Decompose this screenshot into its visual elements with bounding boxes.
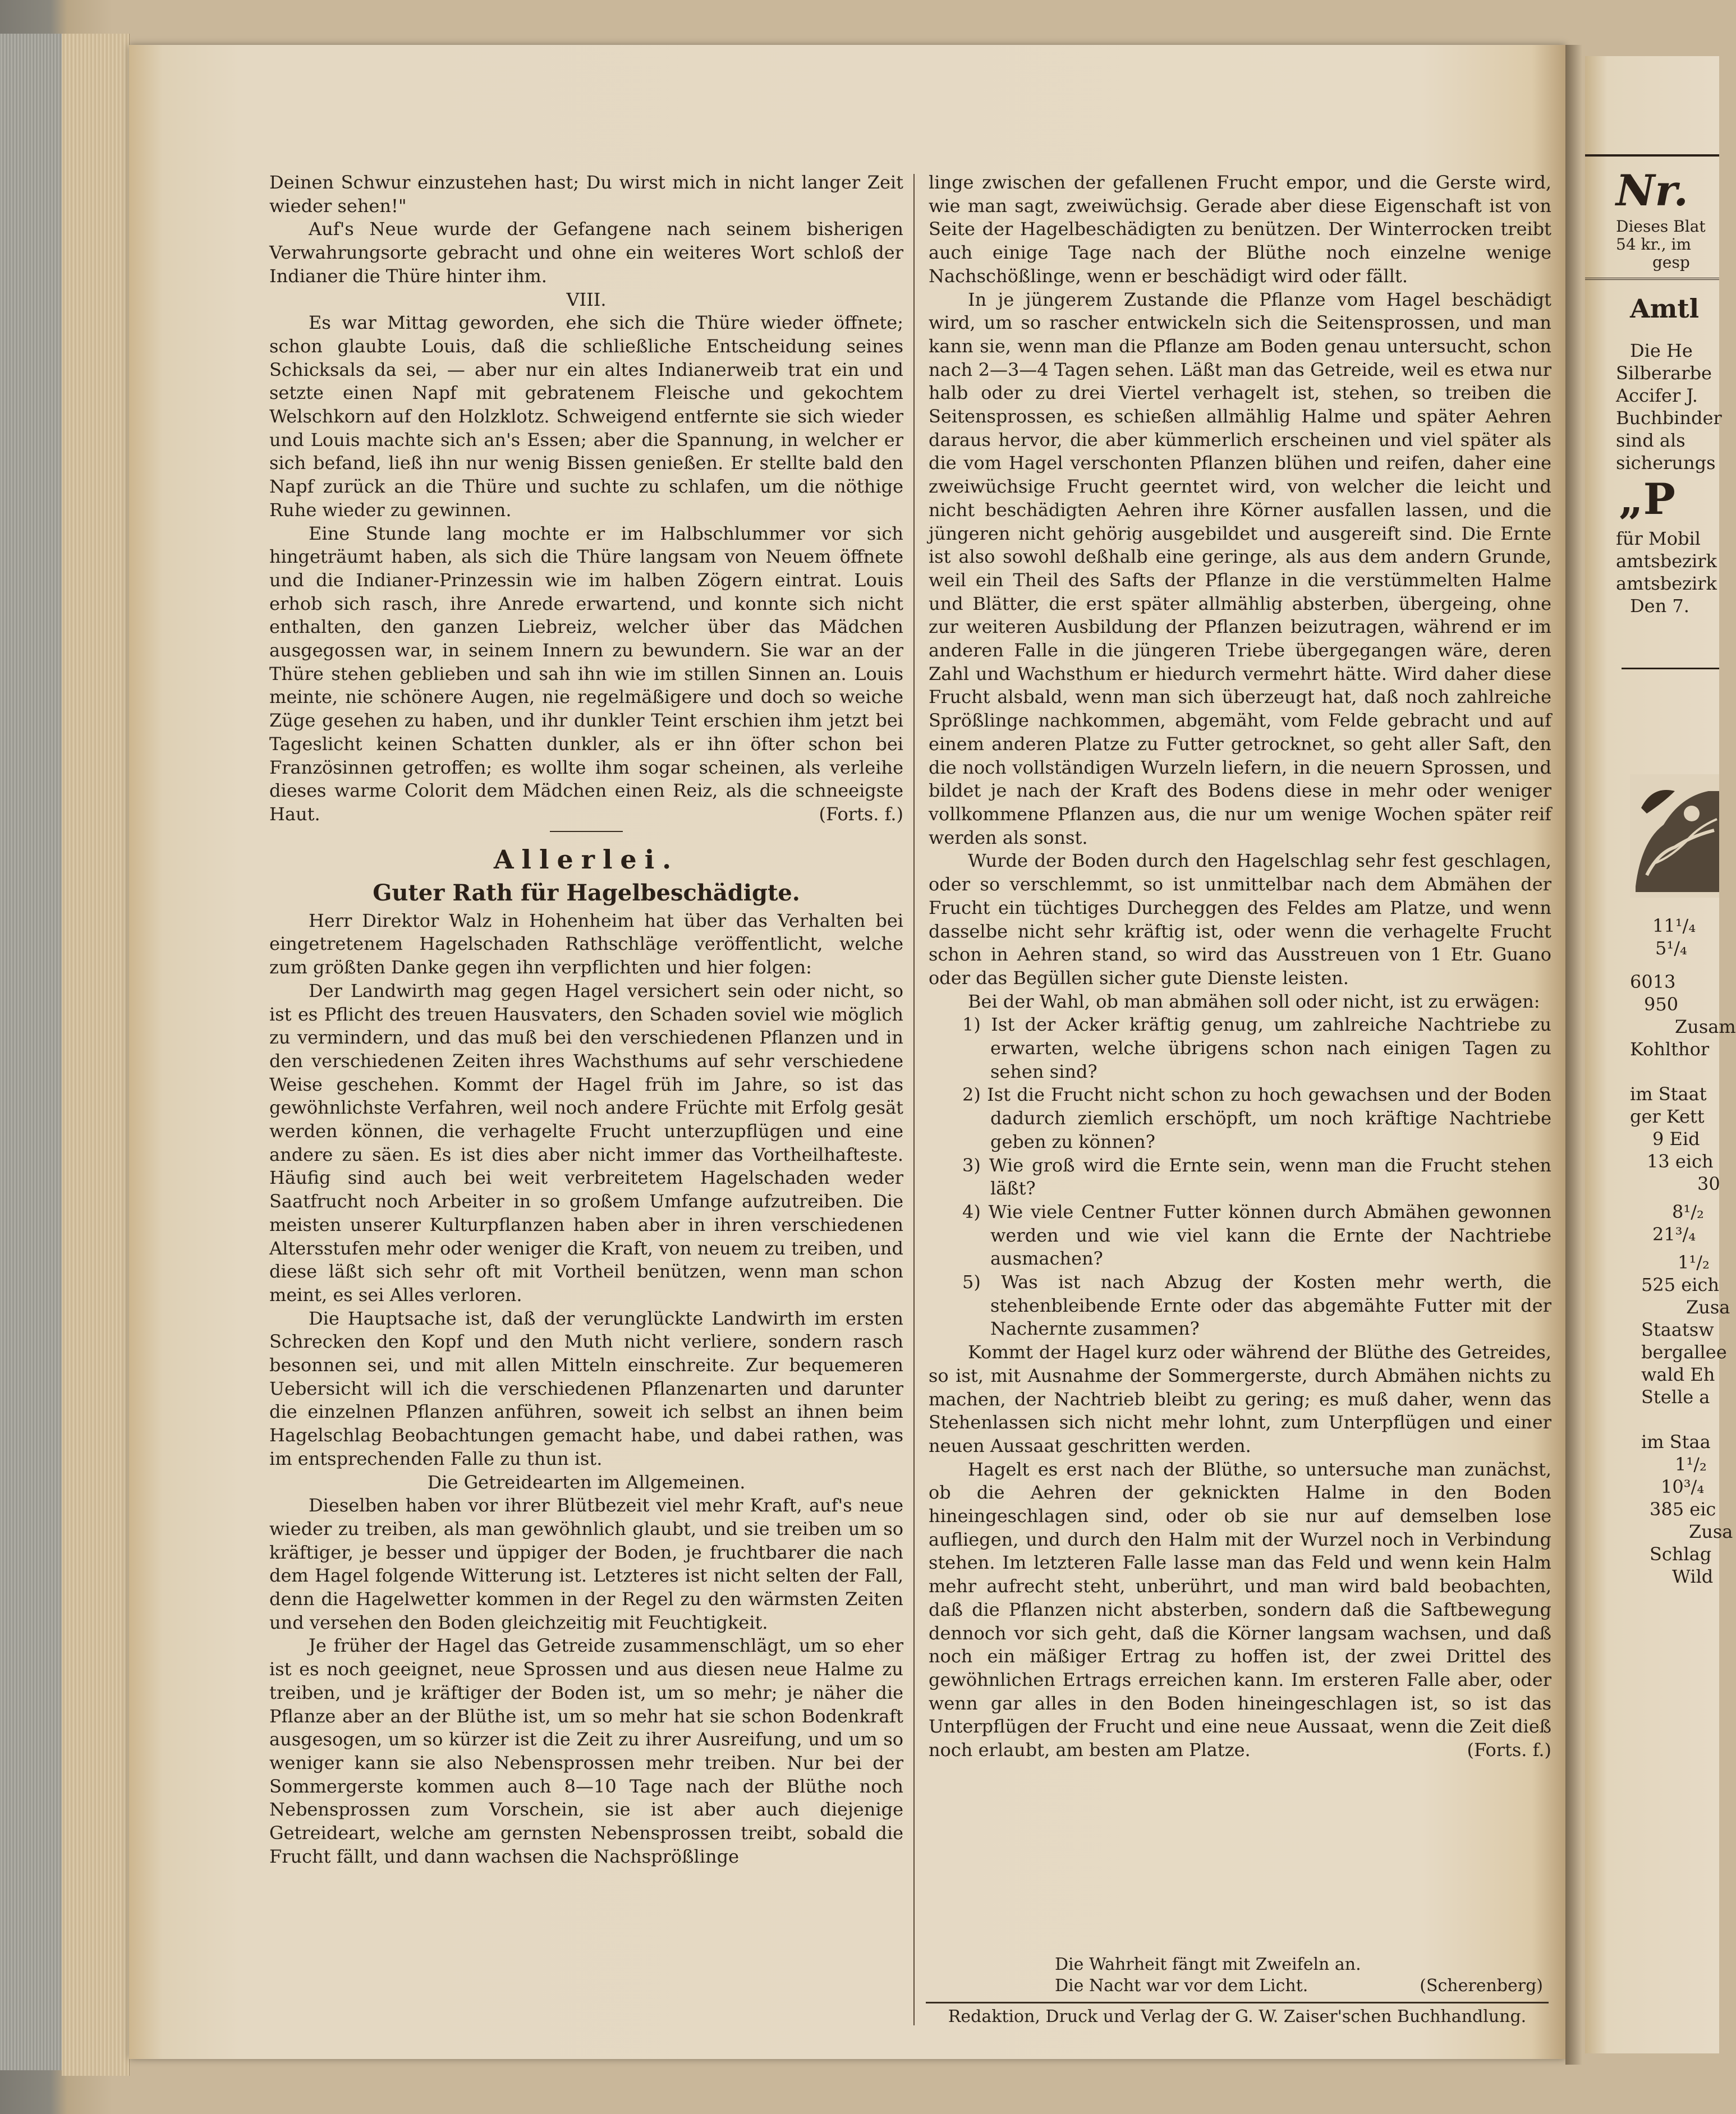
table-value: 21³/₄ <box>1652 1224 1696 1245</box>
paragraph: Dieselben haben vor ihrer Blütbezeit viel mehr Kraft, auf's neue wieder zu treiben, als man gewöhnlich glaubt, und sie treiben um so kräftiger, je besser und üppiger der Boden, je fruchtbarer die nach dem Hagel folgende Witterung ist. Letzteres ist nicht selten der Fall, denn die Hagelwetter kommen in der Regel zu den wärmsten Zeiten und versehen den Boden gleichzeitig mit Feuchtigkeit. <box>269 1495 903 1633</box>
publisher-imprint: Redaktion, Druck und Verlag der G. W. Zaiser'schen Buchhandlung. <box>948 2007 1527 2026</box>
table-value: Wild <box>1672 1566 1714 1587</box>
ad-headline: „P <box>1619 474 1675 524</box>
list-item: 2) Ist die Frucht nicht schon zu hoch gewachsen und der Boden dadurch ziemlich erschöpft, um noch kräftige Nachtriebe geben zu können? <box>962 1084 1551 1152</box>
paragraph: Die Hauptsache ist, daß der verunglückte Landwirth im ersten Schrecken den Kopf und den Muth nicht verliere, sondern rasch besonnen sei, und mit allen Mitteln einschreite. Zur bequemeren Uebersicht will ich die verschiedenen Pflanzenarten und darunter die einzelnen Pflanzen anführen, soweit ich selbst an ihnen beim Hagelschlag Beobachtungen gemacht habe, und dabei rathen, was im entsprechenden Falle zu thun ist. <box>269 1307 903 1469</box>
table-value: Zusam <box>1675 1016 1736 1037</box>
separator-rule <box>550 831 623 832</box>
table-value: im Staa <box>1641 1431 1711 1453</box>
paragraph <box>929 1458 1551 1762</box>
woodcut-illustration <box>1630 774 1719 898</box>
article-title: Guter Rath für Hagelbeschädigte. <box>373 879 800 906</box>
adjacent-page <box>1585 56 1736 2053</box>
paragraph <box>269 522 903 826</box>
table-value: Stelle a <box>1641 1386 1710 1408</box>
book-cover-edge <box>0 34 67 2070</box>
table-value: 11¹/₄ <box>1652 915 1696 936</box>
text-line: Die He <box>1630 340 1693 361</box>
table-value: Staatsw <box>1641 1319 1714 1340</box>
table-value: bergallee <box>1641 1341 1727 1363</box>
text-line: Accifer J. <box>1616 385 1698 406</box>
paragraph: Deinen Schwur einzustehen hast; Du wirst mich in nicht langer Zeit wieder sehen!" <box>269 172 903 217</box>
continuation-note: (Forts. f.) <box>819 803 903 825</box>
decorative-vignette-icon <box>1630 774 1719 898</box>
paragraph: Bei der Wahl, ob man abmähen soll oder nicht, ist zu erwägen: <box>968 990 1540 1012</box>
quote-attribution: (Scherenberg) <box>1420 1976 1543 1996</box>
list-item: 3) Wie groß wird die Ernte sein, wenn man die Frucht stehen läßt? <box>962 1154 1551 1200</box>
section-title: Allerlei. <box>493 844 679 875</box>
text-line: für Mobil <box>1616 528 1701 549</box>
table-value: Zusa <box>1686 1297 1730 1318</box>
quote-line: Die Wahrheit fängt mit Zweifeln an. <box>1055 1955 1361 1974</box>
table-value: im Staat <box>1630 1083 1707 1105</box>
text-line: Den 7. <box>1630 595 1689 617</box>
paragraph: Je früher der Hagel das Getreide zusammenschlägt, um so eher ist es noch geeignet, neue Sprossen und aus diesen neue Halme zu treiben, und je kräftiger der Boden ist, um so mehr; je näher die Pflanze aber an der Blüthe ist, um so mehr hat sie schon Bodenkraft ausgesogen, um so kürzer ist die Zeit zu ihrer Ausreifung, und um so weniger kann sie also Nebensprossen mehr treiben. Nur bei der Sommergerste kommen auch 8—10 Tage nach der Blüthe noch Nebensprossen zum Vorschein, sie ist aber auch diejenige Getreideart, welche am gernsten Nebensprossen treibt, sobald die Frucht fällt, und dann wachsen die Nachsprößlinge <box>269 1635 903 1867</box>
paragraph: Kommt der Hagel kurz oder während der Blüthe des Getreides, so ist, mit Ausnahme der Sommergerste, durch Abmähen nichts zu machen, der Nachtrieb bleibt zu gering; es muß daher, wenn das Stehenlassen sich nicht mehr lohnt, zum Unterpflügen und einer neuen Aussaat geschritten werden. <box>929 1341 1551 1456</box>
text-line: amtsbezirk <box>1616 573 1717 594</box>
text-line: sind als <box>1616 430 1686 451</box>
table-value: 8¹/₂ <box>1672 1201 1704 1223</box>
table-value: 6013 <box>1630 971 1676 992</box>
table-value: 30 <box>1697 1173 1720 1194</box>
text-line: gesp <box>1652 253 1690 272</box>
text-line: Dieses Blat <box>1616 217 1706 236</box>
list-item: 4) Wie viele Centner Futter können durch Abmähen gewonnen werden und wie viel kann die Ernte der Nachtriebe ausmachen? <box>962 1201 1551 1270</box>
table-value: wald Eh <box>1641 1364 1715 1385</box>
text-line: Buchbinder <box>1616 407 1722 429</box>
quote-line: Die Nacht war vor dem Licht. <box>1055 1976 1308 1996</box>
table-value: 13 eich <box>1647 1151 1714 1172</box>
paragraph-text: Eine Stunde lang mochte er im Halbschlummer vor sich hingeträumt haben, als sich die Thüre langsam von Neuem öffnete und die Indianer-Prinzessin wie im halben Zögern eintrat. Louis erhob sich rasch, ihre Anrede erwartend, und konnte sich nicht enthalten, den ganzen Liebreiz, welcher über das Mädchen ausgegossen war, in seinem Innern zu bewundern. Sie war an der Thüre stehen geblieben und sah ihn wie im stillen Sinnen an. Louis meinte, nie schönere Augen, nie regelmäßigere und doch so weiche Züge gesehen zu haben, und ihr dunkler Teint erschien ihm jetzt bei Tageslicht keinen Schatten dunkler, als er ihn öfter schon bei Französinnen getroffen; es wollte ihm sogar scheinen, als verleihe dieses warme Colorit dem Mädchen einen Reiz, als die schneeigste Haut. <box>269 522 903 825</box>
table-value: ger Kett <box>1630 1106 1705 1127</box>
section-heading: Amtl <box>1630 293 1700 324</box>
table-value: 950 <box>1644 994 1679 1015</box>
quote-block <box>1055 1954 1543 1997</box>
list-item: 5) Was ist nach Abzug der Kosten mehr werth, die stehenbleibende Ernte oder das abgemähte Futter mit der Nachernte zusammen? <box>962 1271 1551 1340</box>
masthead-rule <box>1585 154 1719 157</box>
table-value: 525 eich <box>1641 1274 1719 1295</box>
paragraph: linge zwischen der gefallenen Frucht empor, und die Gerste wird, wie man sagt, zweiwüchsig. Gerade aber diese Eigenschaft ist von Seite der Hagelbeschädigten zu benützen. Der Winterrocken treibt auch einige Tage nach der Blüthe noch einzelne wenige Nachschößlinge, wenn er beschädigt wird oder fällt. <box>929 172 1551 287</box>
table-value: 1¹/₂ <box>1675 1454 1707 1475</box>
paragraph-text: Hagelt es erst nach der Blüthe, so untersuche man zunächst, ob die Aehren der geknickten Halme in den Boden hineingeschlagen sind, oder ob sie nur auf demselben lose aufliegen, und durch den Halm mit der Wurzel noch in Verbindung stehen. Im letzteren Falle lasse man das Feld und wenn kein Halm mehr aufrecht steht, unberührt, und man wird bald beobachten, daß die Pflanzen nicht absterben, sondern daß die Saftbewegung dennoch vor sich geht, daß die Körner langsam wachsen, und daß noch ein mäßiger Ertrag zu hoffen ist, der zwei Drittel des gewöhnlichen Ertrags erreichen kann. Im ersteren Falle aber, oder wenn gar alles in den Boden hineingeschlagen ist, so ist das Unterpflügen der Frucht und eine neue Aussaat, wenn die Zeit dieß noch erlaubt, am besten am Platze. <box>929 1458 1551 1761</box>
left-column <box>269 171 903 1869</box>
column-divider <box>913 174 915 2025</box>
continuation-note: (Forts. f.) <box>1467 1739 1551 1761</box>
quote-line-wrap <box>1055 1975 1543 1997</box>
table-value: Schlag <box>1650 1543 1712 1565</box>
footer-rule <box>926 2002 1549 2003</box>
list-item: 1) Ist der Acker kräftig genug, um zahlreiche Nachtriebe zu erwarten, welche übrigens schon nach einigen Tagen zu sehen sind? <box>962 1014 1551 1082</box>
table-value: Zusa <box>1689 1521 1733 1542</box>
table-value: 10³/₄ <box>1661 1476 1705 1497</box>
chapter-number: VIII. <box>566 288 607 310</box>
paragraph: Der Landwirth mag gegen Hagel versichert sein oder nicht, so ist es Pflicht des treuen Hausvaters, den Schaden soviel wie möglich zu vermindern, und das muß bei den verschiedenen Pflanzen und in den verschiedenen Zeiten ihres Wachsthums auf sehr verschiedene Weise geschehen. Kommt der Hagel früh im Jahre, so ist das gewöhnlichste Verfahren, weil noch andere Früchte mit Erfolg gesät werden können, die verhagelte Frucht unterzupflügen und eine andere zu säen. Es ist dies aber nicht immer das Vortheilhafteste. Häufig sind auch bei weit verbreitetem Hagelschaden weder Saatfrucht noch Arbeiter in so großem Umfange aufzutreiben. Die meisten unserer Kulturpflanzen haben aber in ihren verschiedenen Altersstufen mehr oder weniger die Kraft, von neuem zu treiben, und diese läßt sich sehr oft mit Vortheil benützen, wenn man schon meint, es sei Alles verloren. <box>269 980 903 1306</box>
table-value: 1¹/₂ <box>1678 1252 1710 1273</box>
subsection-title: Die Getreidearten im Allgemeinen. <box>427 1471 746 1493</box>
table-value: 5¹/₄ <box>1655 937 1687 959</box>
paragraph: Herr Direktor Walz in Hohenheim hat über das Verhalten bei eingetretenem Hagelschaden Rathschläge veröffentlicht, welche zum größten Danke gegen ihn verpflichten und hier folgen: <box>269 909 903 978</box>
text-line: Silberarbe <box>1616 362 1712 384</box>
header-rule <box>1585 278 1719 280</box>
right-column <box>929 171 1551 1762</box>
ad-rule <box>1622 668 1719 669</box>
paragraph: In je jüngerem Zustande die Pflanze vom Hagel beschädigt wird, um so rascher entwickeln sich die Seitensprossen, und man kann sie, wenn man die Pflanze am Boden genau untersucht, schon nach 2—3—4 Tagen sehen. Läßt man das Getreide, weil es etwa nur halb oder zu drei Viertel verhagelt ist, stehen, so treiben die Seitensprossen, es schießen allmählig Halme und später Aehren daraus hervor, die aber kümmerlich erscheinen und viel später als die vom Hagel verschonten Pflanzen blühen und reifen, daher eine zweiwüchsige Frucht geerntet wird, von welcher die leicht und nicht beschädigten Aehren ihre Körner ausfallen lassen, und die jüngeren nicht gehörig ausgebildet und ausgereift sind. Die Ernte ist also sowohl deßhalb eine geringe, als aus dem andern Grunde, weil ein Theil des Safts der Pflanze in die verstümmelten Halme und Blätter, die erst später allmählig absterben, übergeing, ohne zur weiteren Ausbildung der Pflanzen beizutragen, während er im anderen Falle in die jüngeren Triebe übergegangen wäre, deren Zahl und Wachsthum er hiedurch vermehrt hätte. Wird daher diese Frucht alsbald, wenn man sich überzeugt hat, daß noch zahlreiche Sprößlinge nachkommen, abgemäht, vom Felde gebracht und auf einem anderen Platze zu Futter getrocknet, so geht aller Saft, den die noch vollständigen Wurzeln liefern, in die neuern Sprossen, und bildet je nach der Kraft des Bodens diese in mehr oder weniger vollkommene Pflanzen aus, die nur um wenige Wochen später reif werden als sonst. <box>929 288 1551 848</box>
table-value: 385 eic <box>1650 1499 1716 1520</box>
table-value: Kohlthor <box>1630 1038 1710 1060</box>
text-line: amtsbezirk <box>1616 550 1717 572</box>
issue-number-label: Nr. <box>1616 166 1688 215</box>
paragraph: Es war Mittag geworden, ehe sich die Thüre wieder öffnete; schon glaubte Louis, daß die schließliche Entscheidung seines Schicksals da sei, — aber nur ein altes Indianerweib trat ein und setzte einen Napf mit gebratenem Fleische und gekochtem Welschkorn auf den Holzklotz. Schweigend entfernte sie sich wieder und Louis machte sich an's Essen; aber die Spannung, in welcher er sich befand, ließ ihn nur wenig Bissen genießen. Er stellte bald den Napf zurück an die Thüre und suchte zu schlafen, um die nöthige Ruhe wieder zu gewinnen. <box>269 312 903 521</box>
text-line: 54 kr., im <box>1616 235 1692 254</box>
paragraph: Auf's Neue wurde der Gefangene nach seinem bisherigen Verwahrungsorte gebracht und ohne ein weiteres Wort schloß der Indianer die Thüre hinter ihm. <box>269 218 903 287</box>
paragraph: Wurde der Boden durch den Hagelschlag sehr fest geschlagen, oder so verschlemmt, so ist unmittelbar nach dem Abmähen der Frucht ein tüchtiges Durcheggen des Feldes am Platze, und wenn dasselbe nicht sehr kräftig ist, oder wenn die verhagelte Frucht schon in Aehren stand, so wird das Ausstreuen von 1 Etr. Guano oder das Begüllen sicher gute Dienste leisten. <box>929 850 1551 989</box>
table-value: 9 Eid <box>1652 1128 1700 1150</box>
text-line: sicherungs <box>1616 452 1716 474</box>
page-stack-edges <box>62 34 130 2076</box>
gutter-shadow <box>1565 45 1582 2065</box>
question-list <box>929 1013 1551 1341</box>
